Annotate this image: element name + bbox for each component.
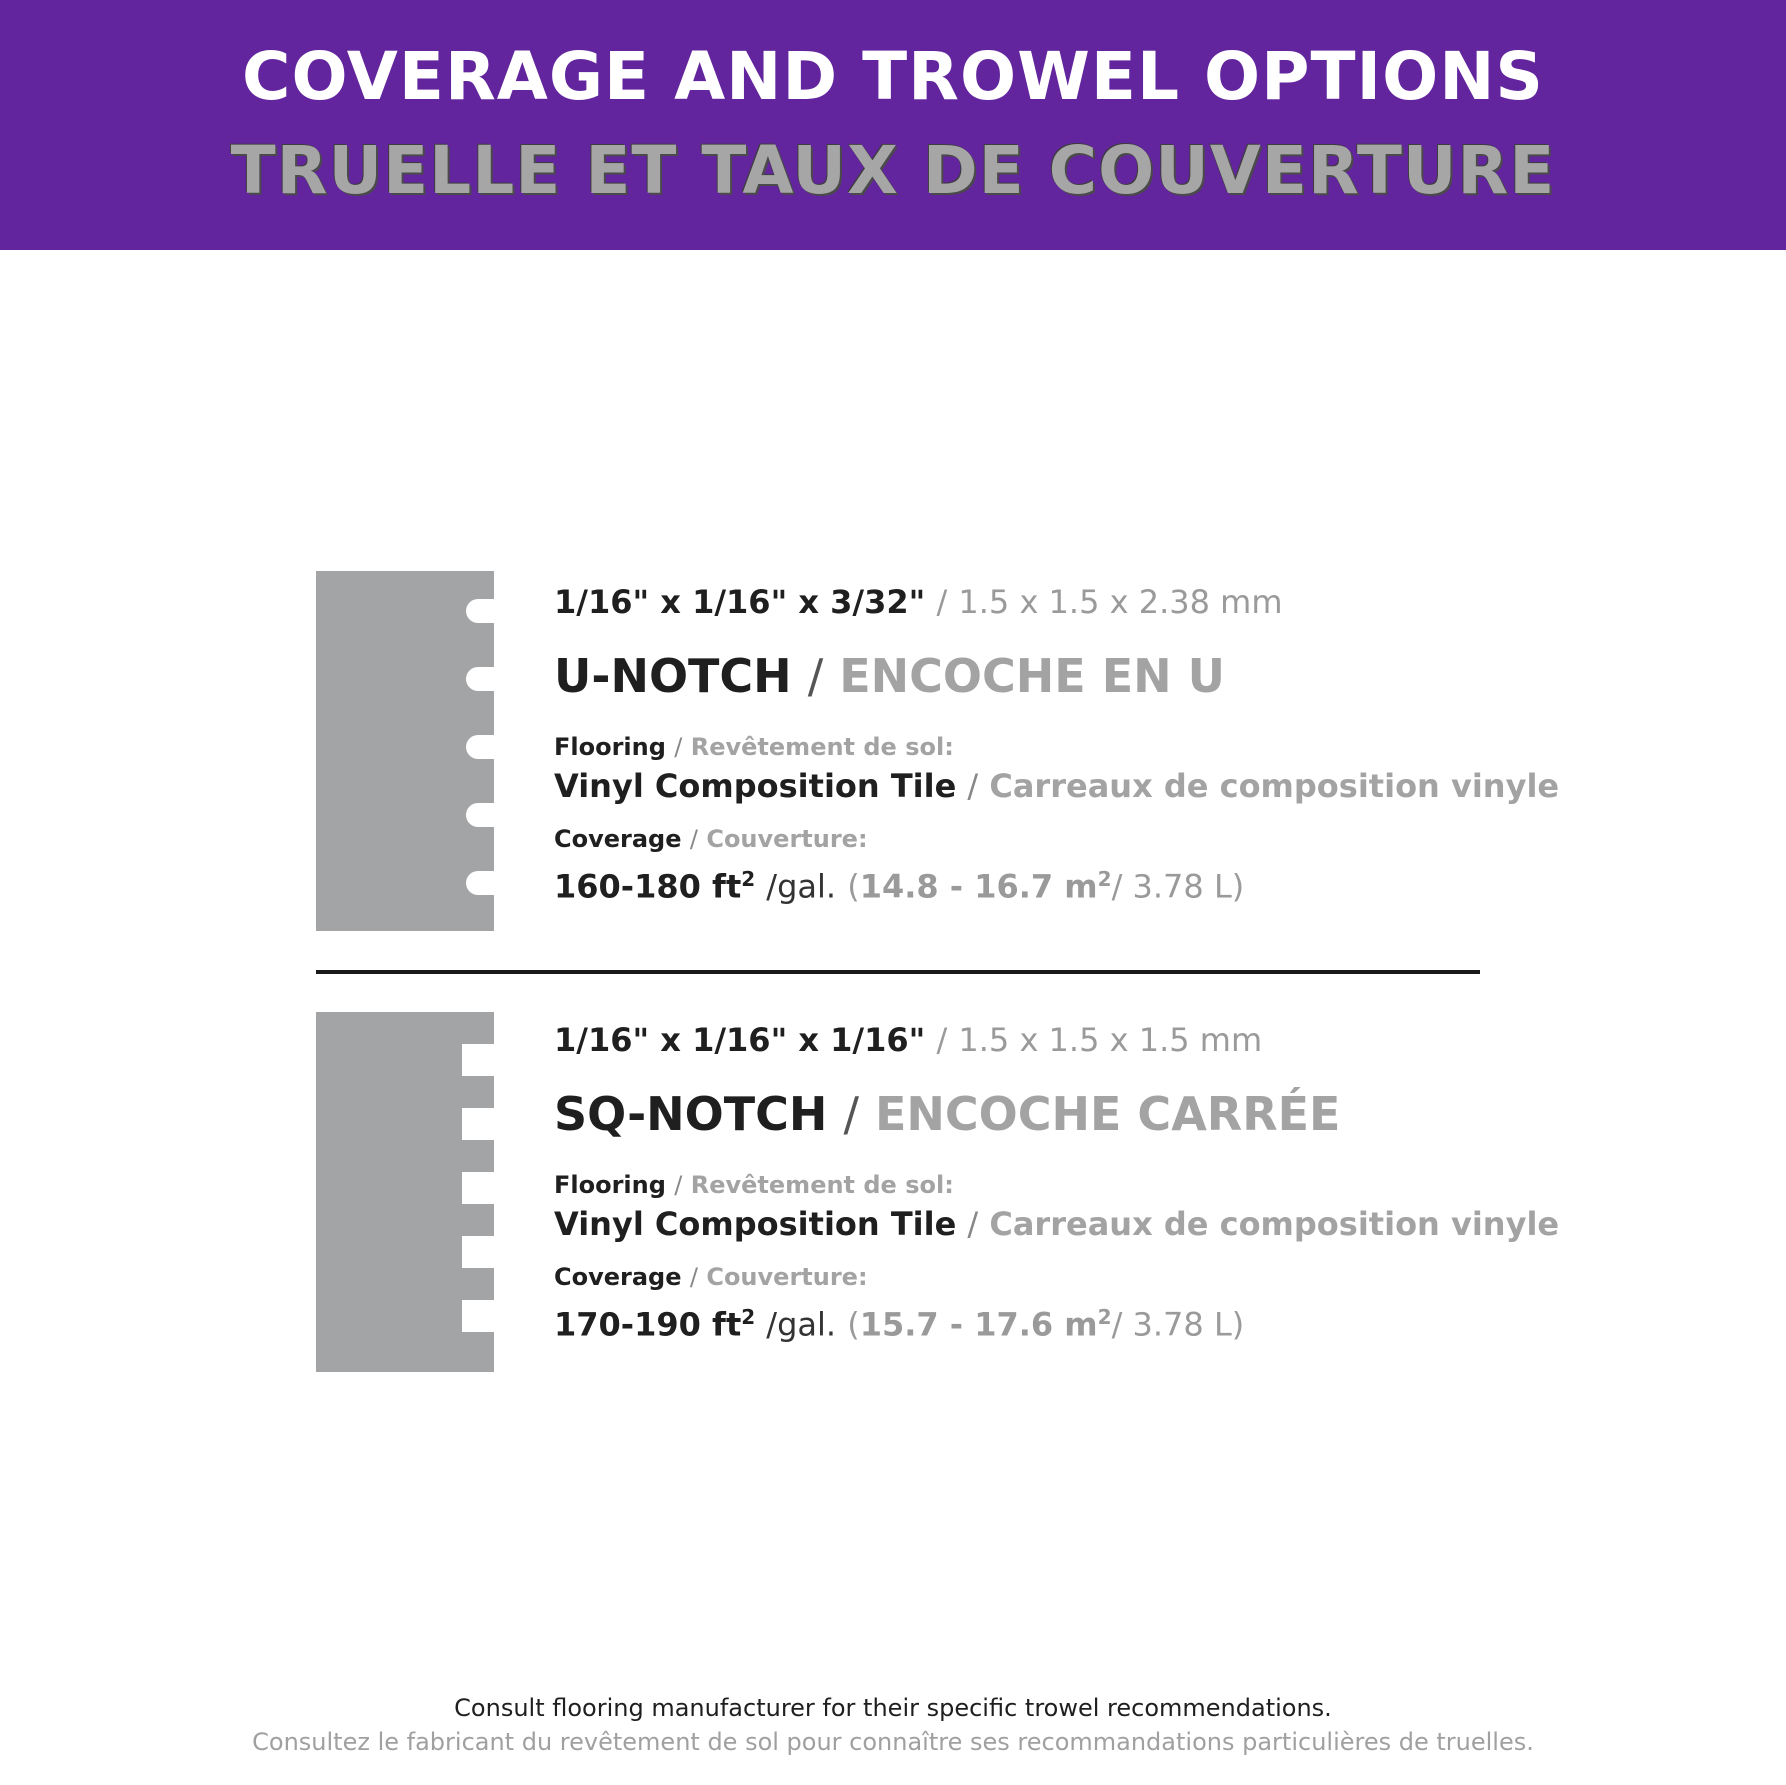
dimensions-metric: 1.5 x 1.5 x 1.5 mm xyxy=(958,1021,1263,1059)
coverage-label: Coverage / Couverture: xyxy=(554,1263,868,1291)
flooring-label: Flooring / Revêtement de sol: xyxy=(554,733,954,761)
header-banner xyxy=(0,0,1786,250)
coverage-label-fr: Couverture: xyxy=(706,1263,868,1291)
flooring-value: Vinyl Composition Tile / Carreaux de composition vinyle xyxy=(554,1205,1560,1243)
coverage-value: 170-190 $ft^2$ /gal. (15.7 - 17.6 $m^2/$ 3.78 L) xyxy=(554,1305,1245,1344)
coverage-label-fr: Couverture: xyxy=(706,825,868,853)
section-divider xyxy=(316,970,1480,974)
flooring-label-fr: Revêtement de sol: xyxy=(690,1171,954,1199)
trowel-name: SQ-NOTCH / ENCOCHE CARRÉE xyxy=(554,1087,1341,1141)
dimensions-metric: 1.5 x 1.5 x 2.38 mm xyxy=(958,583,1283,621)
flooring-label-en: Flooring xyxy=(554,1171,666,1199)
flooring-label-fr: Revêtement de sol: xyxy=(690,733,954,761)
trowel-name-fr: ENCOCHE CARRÉE xyxy=(874,1087,1341,1141)
dimensions: 1/16" x 1/16" x 3/32" / 1.5 x 1.5 x 2.38 mm xyxy=(554,583,1283,621)
coverage-volume: 3.78 L xyxy=(1132,1305,1232,1344)
title-english: COVERAGE AND TROWEL OPTIONS xyxy=(242,38,1544,115)
title-french: TRUELLE ET TAUX DE COUVERTURE xyxy=(230,132,1556,209)
flooring-value-fr: Carreaux de composition vinyle xyxy=(989,767,1560,805)
dimensions: 1/16" x 1/16" x 1/16" / 1.5 x 1.5 x 1.5 mm xyxy=(554,1021,1263,1059)
coverage-metric: 14.8 - 16.7 m xyxy=(859,867,1098,906)
coverage-label-en: Coverage xyxy=(554,1263,682,1291)
flooring-value-en: Vinyl Composition Tile xyxy=(554,1205,957,1243)
footer-note-french: Consultez le fabricant du revêtement de sol pour connaître ses recommandations particulières de truelles. xyxy=(252,1728,1534,1756)
flooring-label-en: Flooring xyxy=(554,733,666,761)
trowel-name-fr: ENCOCHE EN U xyxy=(839,649,1225,703)
trowel-option-sq-notch xyxy=(554,1021,1560,1344)
coverage-unit: /gal. xyxy=(766,867,837,906)
square-notch-trowel-icon xyxy=(316,1012,496,1372)
trowel-name-en: U-NOTCH xyxy=(554,649,792,703)
coverage-volume: 3.78 L xyxy=(1132,867,1232,906)
dimensions-imperial: 1/16" x 1/16" x 3/32" xyxy=(554,583,926,621)
footer-note-english: Consult flooring manufacturer for their specific trowel recommendations. xyxy=(454,1694,1332,1722)
trowel-name-en: SQ-NOTCH xyxy=(554,1087,828,1141)
coverage-unit: /gal. xyxy=(766,1305,837,1344)
flooring-value-en: Vinyl Composition Tile xyxy=(554,767,957,805)
coverage-imperial: 170-190 ft xyxy=(554,1305,742,1344)
coverage-value: 160-180 $ft^2$ /gal. (14.8 - 16.7 $m^2/$ 3.78 L) xyxy=(554,867,1245,906)
flooring-label: Flooring / Revêtement de sol: xyxy=(554,1171,954,1199)
coverage-label-en: Coverage xyxy=(554,825,682,853)
coverage-label: Coverage / Couverture: xyxy=(554,825,868,853)
flooring-value: Vinyl Composition Tile / Carreaux de composition vinyle xyxy=(554,767,1560,805)
coverage-metric: 15.7 - 17.6 m xyxy=(859,1305,1098,1344)
trowel-name: U-NOTCH / ENCOCHE EN U xyxy=(554,649,1225,703)
coverage-imperial: 160-180 ft xyxy=(554,867,742,906)
dimensions-imperial: 1/16" x 1/16" x 1/16" xyxy=(554,1021,926,1059)
trowel-option-u-notch xyxy=(554,583,1560,906)
flooring-value-fr: Carreaux de composition vinyle xyxy=(989,1205,1560,1243)
u-notch-trowel-icon xyxy=(316,571,496,931)
